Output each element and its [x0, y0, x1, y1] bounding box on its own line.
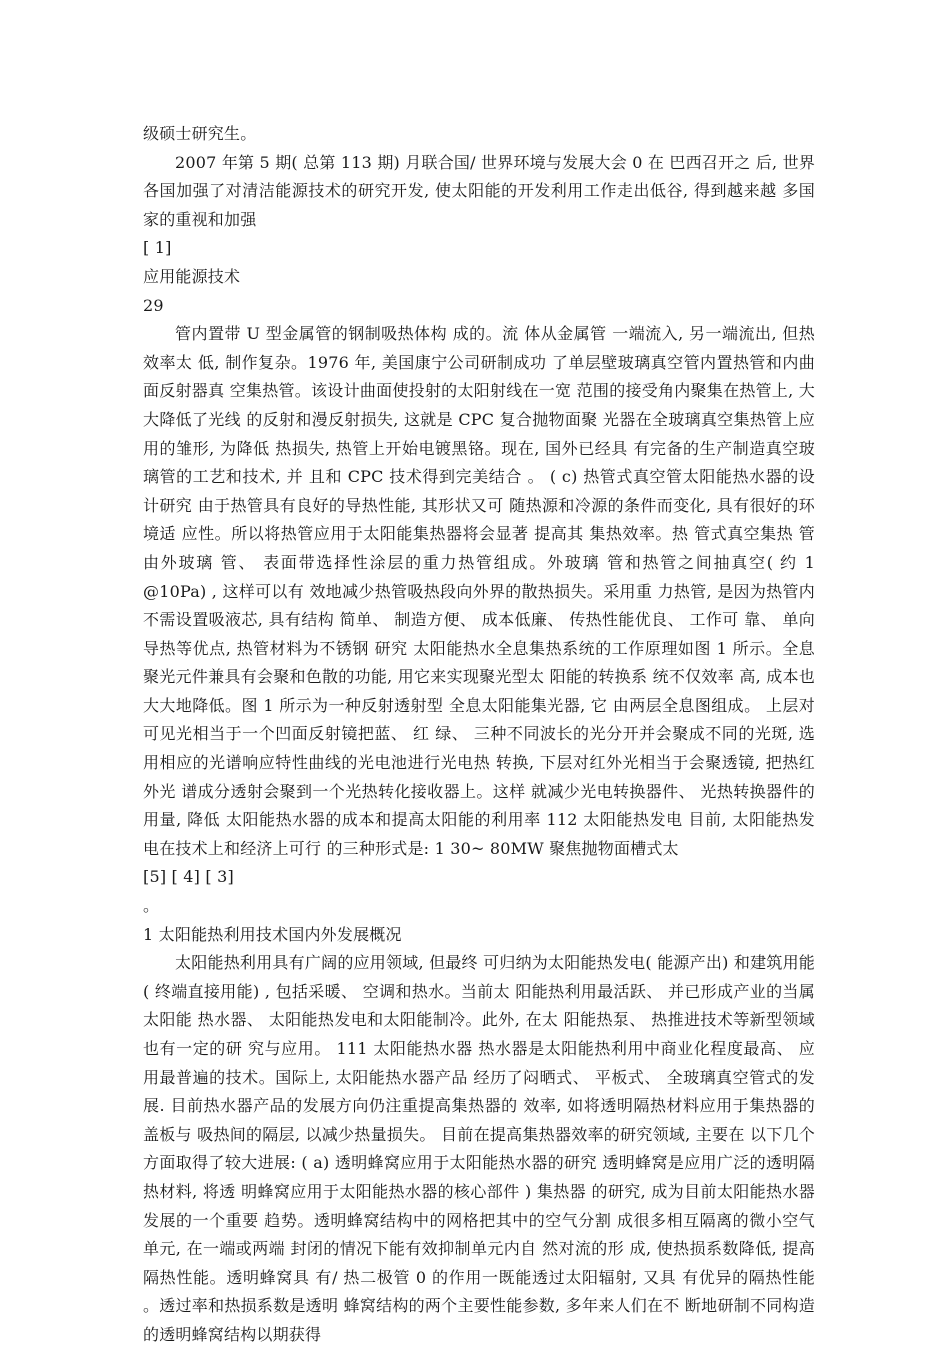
paragraph-author-note: 级硕士研究生。 [143, 124, 257, 143]
reference-markers: [5] [ 4] [ 3] [143, 867, 234, 887]
paragraph-heat-pipe: 管内置带 U 型金属管的钢制吸热体构 成的。流 体从金属管 一端流入, 另一端流出, 但热效率太 低, 制作复杂。1976 年, 美国康宁公司研制成功 了单层壁玻璃真空管内置热管和内曲面反射器真 空集热管。该设计曲面使投射的太阳射线在一宽 范围的接受角内聚集在热管上, 大大降低了光线 的反射和漫反射损失, 这就是 CPC 复合抛物面聚 光器在全玻璃真空集热管上应用的雏形, 为降低 热损失, 热管上开始电镀黑铬。现在, 国外已经具 有完备的生产制造真空玻璃管的工艺和技术, 并 且和 CPC 技术得到完美结合 。 ( c) 热管式真空管太阳能热水器的设计研究 由于热管具有良好的导热性能, 其形状又可 随热源和冷源的条件而变化, 具有很好的环境适 应性。所以将热管应用于太阳能集热器将会显著 提高其 集热效率。热 管式真空集热 管由外玻璃 管、 表面带选择性涂层的重力热管组成。外玻璃 管和热管之间抽真空( 约 1 @10Pa) , 这样可以有 效地减少热管吸热段向外界的散热损失。采用重 力热管, 是因为热管内不需设置吸液芯, 具有结构 简单、 制造方便、 成本低廉、 传热性能优良、 工作可 靠、 单向导热等优点, 热管材料为不锈钢 研究 太阳能热水全息集热系统的工作原理如图 1 所示。全息聚光元件兼具有会聚和色散的功能, 用它来实现聚光型太 阳能的转换系 统不仅效率 高, 成本也大大地降低。图 1 所示为一种反射透射型 全息太阳能集光器, 它 由两层全息图组成。 上层对可见光相当于一个凹面反射镜把蓝、 红 绿、 三种不同波长的光分开并会聚成不同的光斑, 选 用相应的光谱响应特性曲线的光电池进行光电热 转换, 下层对红外光相当于会聚透镜, 把热红外光 谱成分透射会聚到一个光热转化接收器上。这样 就减少光电转换器件、 光热转换器件的用量, 降低 太阳能热水器的成本和提高太阳能的利用率 112 太阳能热发电 目前, 太阳能热发电在技术上和经济上可行 的三种形式是: 1 30~ 80MW 聚焦抛物面槽式太 [143, 324, 815, 858]
page-number: 29 [143, 295, 164, 315]
journal-name: 应用能源技术 [143, 266, 241, 286]
section-heading: 1 太阳能热利用技术国内外发展概况 [143, 924, 402, 944]
paragraph-solar-thermal: 太阳能热利用具有广阔的应用领域, 但最终 可归纳为太阳能热发电( 能源产出) 和建筑用能 ( 终端直接用能) , 包括采暖、 空调和热水。当前太 阳能热利用最活跃、 并已形成产业的当属太阳能 热水器、 太阳能热发电和太阳能制冷。此外, 在太 阳能热泵、 热推进技术等新型领域也有一定的研 究与应用。 111 太阳能热水器 热水器是太阳能热利用中商业化程度最高、 应用最普遍的技术。国际上, 太阳能热水器产品 经历了闷晒式、 平板式、 全玻璃真空管式的发展. 目前热水器产品的发展方向仍注重提高集热器的 效率, 如将透明隔热材料应用于集热器的盖板与 吸热间的隔层, 以减少热量损失。 目前在提高集热器效率的研究领域, 主要在 以下几个方面取得了较大进展: ( a) 透明蜂窝应用于太阳能热水器的研究 透明蜂窝是应用广泛的透明隔热材料, 将透 明蜂窝应用于太阳能热水器的核心部件 ) 集热器 的研究, 成为目前太阳能热水器发展的一个重要 趋势。透明蜂窝结构中的网格把其中的空气分割 成很多相互隔离的微小空气单元, 在一端或两端 封闭的情况下能有效抑制单元内自 然对流的形 成, 使热损系数降低, 提高隔热性能。透明蜂窝具 有/ 热二极管 0 的作用一既能透过太阳辐射, 又具 有优异的隔热性能 。透过率和热损系数是透明 蜂窝结构的两个主要性能参数, 多年来人们在不 断地研制不同构造的透明蜂窝结构以期获得 [143, 953, 815, 1344]
document-body [143, 120, 815, 1350]
reference-marker: [ 1] [143, 238, 172, 258]
punctuation-line: 。 [143, 896, 160, 916]
paragraph-intro: 2007 年第 5 期( 总第 113 期) 月联合国/ 世界环境与发展大会 0 在 巴西召开之 后, 世界各国加强了对清洁能源技术的研究开发, 使太阳能的开发利用工作走出低谷, 得到越来越 多国家的重视和加强 [143, 152, 815, 229]
